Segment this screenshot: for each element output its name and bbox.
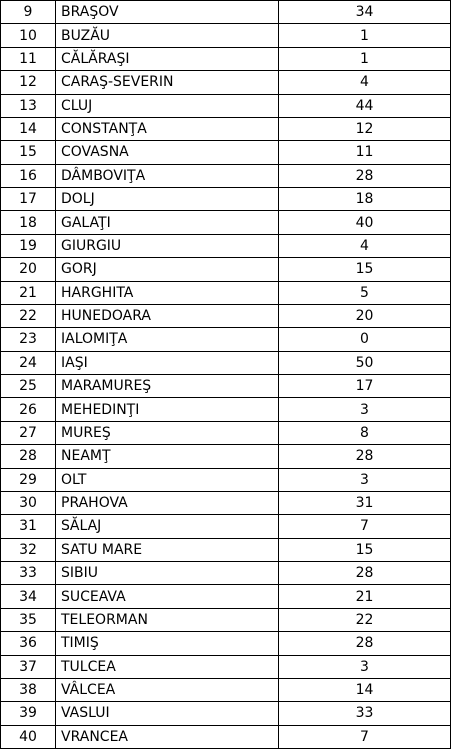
count-value-cell: 7 <box>279 725 451 748</box>
county-name-cell: BUZĂU <box>56 24 279 47</box>
count-value-cell: 17 <box>279 375 451 398</box>
count-value-cell: 31 <box>279 491 451 514</box>
table-row <box>1 188 451 211</box>
row-index-cell: 26 <box>1 398 56 421</box>
row-index-cell: 10 <box>1 24 56 47</box>
row-index-cell: 14 <box>1 117 56 140</box>
count-value-cell: 1 <box>279 47 451 70</box>
count-value-cell: 11 <box>279 141 451 164</box>
count-value-cell: 28 <box>279 445 451 468</box>
county-name-cell: BRAŞOV <box>56 1 279 24</box>
county-name-cell: IALOMIŢA <box>56 328 279 351</box>
row-index-cell: 15 <box>1 141 56 164</box>
row-index-cell: 11 <box>1 47 56 70</box>
table-row <box>1 328 451 351</box>
county-name-cell: CĂLĂRAŞI <box>56 47 279 70</box>
count-value-cell: 3 <box>279 655 451 678</box>
count-value-cell: 14 <box>279 678 451 701</box>
row-index-cell: 29 <box>1 468 56 491</box>
count-value-cell: 20 <box>279 304 451 327</box>
table-row <box>1 24 451 47</box>
count-value-cell: 50 <box>279 351 451 374</box>
table-row <box>1 678 451 701</box>
count-value-cell: 28 <box>279 164 451 187</box>
table-row <box>1 398 451 421</box>
table-row <box>1 608 451 631</box>
count-value-cell: 18 <box>279 188 451 211</box>
county-name-cell: CARAŞ-SEVERIN <box>56 71 279 94</box>
table-row <box>1 585 451 608</box>
county-name-cell: DÂMBOVIŢA <box>56 164 279 187</box>
count-value-cell: 3 <box>279 398 451 421</box>
county-table-body <box>1 1 451 749</box>
count-value-cell: 8 <box>279 421 451 444</box>
row-index-cell: 21 <box>1 281 56 304</box>
county-name-cell: SIBIU <box>56 562 279 585</box>
row-index-cell: 40 <box>1 725 56 748</box>
row-index-cell: 24 <box>1 351 56 374</box>
row-index-cell: 33 <box>1 562 56 585</box>
row-index-cell: 23 <box>1 328 56 351</box>
county-name-cell: SATU MARE <box>56 538 279 561</box>
table-row <box>1 491 451 514</box>
county-name-cell: CONSTANŢA <box>56 117 279 140</box>
row-index-cell: 22 <box>1 304 56 327</box>
county-name-cell: GORJ <box>56 258 279 281</box>
row-index-cell: 25 <box>1 375 56 398</box>
count-value-cell: 22 <box>279 608 451 631</box>
count-value-cell: 4 <box>279 71 451 94</box>
count-value-cell: 4 <box>279 234 451 257</box>
row-index-cell: 28 <box>1 445 56 468</box>
table-row <box>1 211 451 234</box>
row-index-cell: 39 <box>1 702 56 725</box>
table-row <box>1 1 451 24</box>
county-name-cell: VRANCEA <box>56 725 279 748</box>
county-name-cell: OLT <box>56 468 279 491</box>
row-index-cell: 34 <box>1 585 56 608</box>
table-row <box>1 632 451 655</box>
table-row <box>1 445 451 468</box>
county-name-cell: MUREŞ <box>56 421 279 444</box>
county-name-cell: HARGHITA <box>56 281 279 304</box>
count-value-cell: 3 <box>279 468 451 491</box>
count-value-cell: 28 <box>279 562 451 585</box>
table-row <box>1 421 451 444</box>
row-index-cell: 35 <box>1 608 56 631</box>
row-index-cell: 27 <box>1 421 56 444</box>
table-row <box>1 234 451 257</box>
table-row <box>1 655 451 678</box>
count-value-cell: 1 <box>279 24 451 47</box>
county-name-cell: DOLJ <box>56 188 279 211</box>
table-row <box>1 562 451 585</box>
row-index-cell: 17 <box>1 188 56 211</box>
count-value-cell: 40 <box>279 211 451 234</box>
row-index-cell: 37 <box>1 655 56 678</box>
count-value-cell: 44 <box>279 94 451 117</box>
row-index-cell: 19 <box>1 234 56 257</box>
count-value-cell: 0 <box>279 328 451 351</box>
table-row <box>1 725 451 748</box>
table-row <box>1 281 451 304</box>
table-row <box>1 94 451 117</box>
row-index-cell: 12 <box>1 71 56 94</box>
count-value-cell: 7 <box>279 515 451 538</box>
county-name-cell: PRAHOVA <box>56 491 279 514</box>
row-index-cell: 36 <box>1 632 56 655</box>
table-row <box>1 375 451 398</box>
row-index-cell: 20 <box>1 258 56 281</box>
county-name-cell: MEHEDINŢI <box>56 398 279 421</box>
county-name-cell: SUCEAVA <box>56 585 279 608</box>
count-value-cell: 15 <box>279 258 451 281</box>
table-row <box>1 304 451 327</box>
row-index-cell: 31 <box>1 515 56 538</box>
county-name-cell: COVASNA <box>56 141 279 164</box>
table-row <box>1 47 451 70</box>
row-index-cell: 30 <box>1 491 56 514</box>
county-name-cell: HUNEDOARA <box>56 304 279 327</box>
county-name-cell: CLUJ <box>56 94 279 117</box>
table-row <box>1 141 451 164</box>
county-name-cell: SĂLAJ <box>56 515 279 538</box>
county-name-cell: VASLUI <box>56 702 279 725</box>
county-name-cell: MARAMUREŞ <box>56 375 279 398</box>
county-name-cell: IAŞI <box>56 351 279 374</box>
count-value-cell: 12 <box>279 117 451 140</box>
table-row <box>1 351 451 374</box>
count-value-cell: 33 <box>279 702 451 725</box>
table-row <box>1 468 451 491</box>
row-index-cell: 38 <box>1 678 56 701</box>
row-index-cell: 13 <box>1 94 56 117</box>
count-value-cell: 5 <box>279 281 451 304</box>
row-index-cell: 32 <box>1 538 56 561</box>
count-value-cell: 15 <box>279 538 451 561</box>
county-name-cell: GIURGIU <box>56 234 279 257</box>
row-index-cell: 9 <box>1 1 56 24</box>
table-row <box>1 538 451 561</box>
row-index-cell: 18 <box>1 211 56 234</box>
county-name-cell: NEAMŢ <box>56 445 279 468</box>
table-row <box>1 71 451 94</box>
row-index-cell: 16 <box>1 164 56 187</box>
count-value-cell: 34 <box>279 1 451 24</box>
county-name-cell: TULCEA <box>56 655 279 678</box>
table-row <box>1 164 451 187</box>
table-row <box>1 702 451 725</box>
table-row <box>1 117 451 140</box>
county-name-cell: TIMIŞ <box>56 632 279 655</box>
table-row <box>1 258 451 281</box>
count-value-cell: 28 <box>279 632 451 655</box>
county-name-cell: GALAŢI <box>56 211 279 234</box>
county-name-cell: VÂLCEA <box>56 678 279 701</box>
count-value-cell: 21 <box>279 585 451 608</box>
table-row <box>1 515 451 538</box>
county-name-cell: TELEORMAN <box>56 608 279 631</box>
